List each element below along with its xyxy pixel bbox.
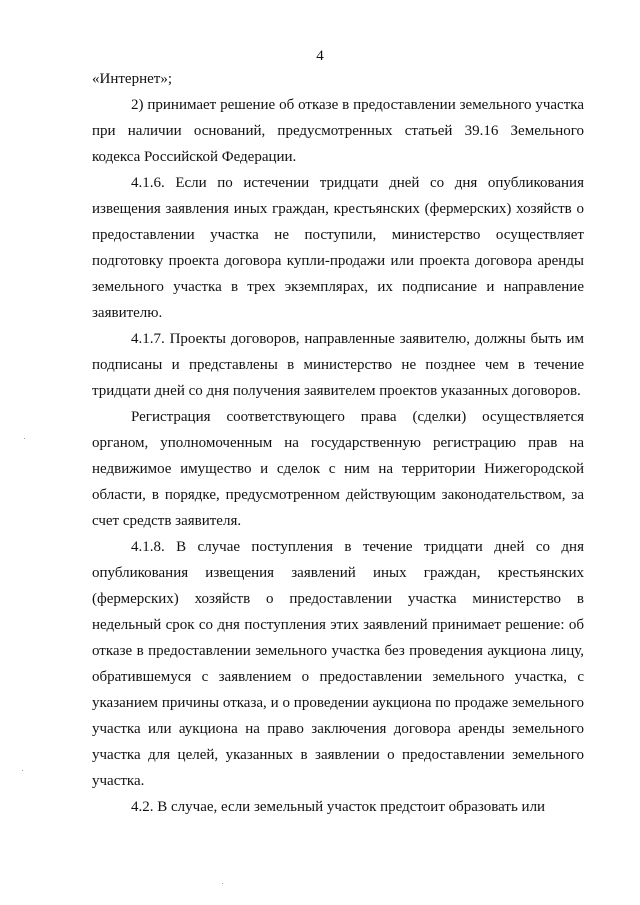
paragraph-continuation: «Интернет»; bbox=[92, 71, 172, 87]
paragraph-4-2: 4.2. В случае, если земельный участок предстоит образовать или bbox=[131, 799, 546, 815]
paragraph-4-1-6: 4.1.6. Если по истечении тридцати дней со дня опубликования извещения заявления иных граждан, крестьянских (фермерских) хозяйств о предоставлении участка не поступили, министерство осуществляет подготовку проекта договора купли-продажи или проекта договора аренды земельного участка в трех экземплярах, их подписание и направление заявителю. bbox=[92, 175, 584, 321]
scan-speck bbox=[22, 770, 23, 771]
paragraph-item-2: 2) принимает решение об отказе в предоставлении земельного участка при наличии оснований, предусмотренных статьей 39.16 Земельного кодекса Российской Федерации. bbox=[92, 97, 584, 165]
paragraph-4-1-8: 4.1.8. В случае поступления в течение тридцати дней со дня опубликования извещения заявлений иных граждан, крестьянских (фермерских) хозяйств о предоставлении участка министерство в недельный срок со дня поступления этих заявлений принимает решение: об отказе в предоставлении земельного участка без проведения аукциона лицу, обратившемуся с заявлением о предоставлении земельного участка, с указанием причины отказа, и о проведении аукциона по продаже земельного участка или аукциона на право заключения договора аренды земельного участка для целей, указанных в заявлении о предоставлении земельного участка. bbox=[92, 539, 584, 789]
page-number: 4 bbox=[316, 48, 324, 64]
paragraph-4-1-7: 4.1.7. Проекты договоров, направленные заявителю, должны быть им подписаны и представлены в министерство не позднее чем в течение тридцати дней со дня получения заявителем проектов указанных договоров. bbox=[92, 331, 584, 399]
document-body bbox=[92, 66, 584, 820]
scan-speck bbox=[24, 438, 25, 439]
scan-speck bbox=[222, 883, 223, 884]
paragraph-registration: Регистрация соответствующего права (сделки) осуществляется органом, уполномоченным на государственную регистрацию прав на недвижимое имущество и сделок с ним на территории Нижегородской области, в порядке, предусмотренном действующим законодательством, за счет средств заявителя. bbox=[92, 409, 584, 529]
